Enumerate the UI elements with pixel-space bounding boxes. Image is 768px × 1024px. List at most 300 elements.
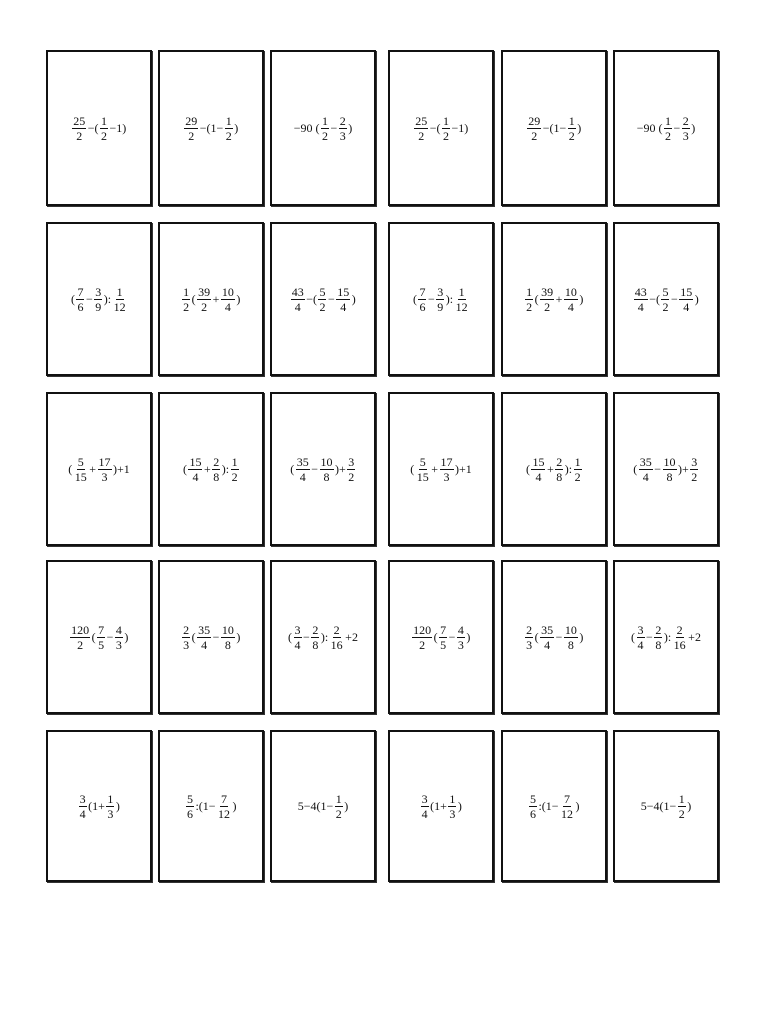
fraction-numerator: 3	[294, 622, 301, 637]
math-expression	[524, 624, 584, 651]
fraction-denominator: 2	[183, 299, 190, 314]
expression-text: )	[579, 630, 584, 644]
fraction-denominator: 2	[335, 806, 342, 821]
fraction-denominator: 3	[443, 469, 450, 484]
expression-text: ):	[663, 630, 672, 644]
expression-text: −(	[429, 121, 441, 135]
fraction	[100, 115, 108, 142]
expression-text: )	[348, 121, 353, 135]
fraction-denominator: 4	[421, 806, 428, 821]
expression-text: (1+	[430, 799, 447, 813]
fraction	[568, 115, 576, 142]
expression-text: 5−4(1−	[640, 799, 677, 813]
expression-text: (	[525, 462, 530, 476]
expression-text: +	[546, 462, 554, 476]
math-expression	[524, 286, 584, 313]
expression-text: +	[212, 292, 220, 306]
fraction-denominator: 8	[556, 469, 563, 484]
fraction	[217, 793, 231, 820]
math-expression	[78, 793, 121, 820]
expression-text: )+1	[455, 462, 472, 476]
fraction-numerator: 39	[198, 284, 211, 299]
fraction	[221, 286, 235, 313]
fraction	[225, 115, 233, 142]
fraction-denominator: 2	[77, 637, 84, 652]
fraction	[347, 456, 355, 483]
expression-text: (	[534, 630, 539, 644]
fraction-numerator: 2	[676, 622, 683, 637]
fraction	[106, 793, 114, 820]
fraction	[529, 793, 537, 820]
fraction-numerator: 3	[421, 791, 428, 806]
math-expression	[526, 115, 582, 142]
fraction-numerator: 1	[449, 791, 456, 806]
expression-text: )	[579, 292, 584, 306]
fraction	[412, 624, 432, 651]
expression-text: −	[670, 292, 678, 306]
expression-text: −	[311, 462, 318, 476]
expression-text: −(	[87, 121, 99, 135]
fraction	[188, 456, 202, 483]
fraction	[72, 115, 86, 142]
fraction-denominator: 4	[567, 299, 574, 314]
fraction	[115, 624, 123, 651]
fraction	[574, 456, 582, 483]
expression-text: −	[555, 630, 563, 644]
fraction-denominator: 3	[682, 128, 689, 143]
fraction	[661, 286, 669, 313]
fraction-denominator: 15	[416, 469, 429, 484]
fraction-denominator: 9	[95, 299, 102, 314]
expression-text: (	[633, 462, 638, 476]
fraction	[212, 456, 220, 483]
fraction-numerator: 29	[528, 113, 541, 128]
math-expression	[528, 793, 580, 820]
expression-text: (	[410, 462, 415, 476]
math-expression	[69, 624, 129, 651]
math-expression	[290, 286, 357, 313]
expression-text: +	[89, 462, 96, 476]
expression-text: )	[232, 799, 237, 813]
expression-card	[270, 222, 376, 376]
fraction-numerator: 1	[335, 791, 342, 806]
fraction-denominator: 9	[437, 299, 444, 314]
expression-text: :(1−	[538, 799, 559, 813]
fraction-numerator: 1	[116, 284, 123, 299]
math-expression	[636, 115, 696, 142]
math-expression	[288, 624, 359, 651]
expression-text: −(	[306, 292, 317, 306]
fraction-numerator: 2	[339, 113, 346, 128]
fraction-numerator: 2	[312, 622, 319, 637]
fraction-numerator: 3	[79, 791, 86, 806]
expression-text: −	[212, 630, 220, 644]
expression-card	[46, 222, 152, 376]
fraction	[682, 115, 690, 142]
fraction-numerator: 2	[655, 622, 662, 637]
expression-text: (	[70, 292, 75, 306]
expression-text: )+	[335, 462, 346, 476]
expression-text: ):	[221, 462, 230, 476]
fraction-denominator: 4	[340, 299, 347, 314]
expression-card	[270, 560, 376, 714]
fraction	[184, 115, 198, 142]
expression-text: (	[433, 630, 438, 644]
fraction-denominator: 12	[561, 806, 574, 821]
fraction-numerator: 2	[556, 454, 563, 469]
fraction-numerator: 15	[337, 284, 350, 299]
math-expression	[68, 456, 131, 483]
fraction-denominator: 8	[224, 637, 231, 652]
fraction-denominator: 2	[418, 128, 425, 143]
fraction	[634, 286, 648, 313]
expression-card	[501, 392, 607, 546]
math-expression	[181, 286, 241, 313]
fraction-numerator: 5	[77, 454, 84, 469]
fraction	[221, 624, 235, 651]
expression-text: )	[575, 799, 580, 813]
expression-text: +	[431, 462, 438, 476]
fraction-denominator: 2	[531, 128, 538, 143]
expression-text: )	[577, 121, 582, 135]
fraction-numerator: 5	[186, 791, 193, 806]
fraction	[318, 286, 326, 313]
math-expression	[413, 115, 469, 142]
fraction	[330, 624, 344, 651]
fraction-numerator: 120	[413, 622, 432, 637]
expression-card	[388, 392, 494, 546]
fraction-numerator: 15	[680, 284, 693, 299]
expression-card	[501, 560, 607, 714]
fraction-denominator: 5	[98, 637, 105, 652]
expression-text: −(	[649, 292, 660, 306]
expression-card	[613, 50, 719, 206]
expression-text: (1+	[88, 799, 105, 813]
fraction-numerator: 4	[115, 622, 122, 637]
expression-text: )	[457, 799, 462, 813]
fraction	[113, 286, 127, 313]
expression-text: )	[344, 799, 349, 813]
fraction-denominator: 16	[673, 637, 686, 652]
expression-text: )	[236, 292, 241, 306]
expression-card	[158, 560, 264, 714]
fraction-numerator: 7	[564, 791, 571, 806]
fraction-numerator: 39	[541, 284, 554, 299]
expression-text: ):	[103, 292, 112, 306]
math-expression	[183, 115, 239, 142]
fraction-numerator: 43	[291, 284, 304, 299]
expression-text: +2	[688, 630, 701, 644]
expression-text: )	[115, 799, 120, 813]
fraction	[455, 286, 469, 313]
fraction-denominator: 4	[637, 637, 644, 652]
math-expression	[297, 793, 349, 820]
fraction-numerator: 5	[319, 284, 326, 299]
fraction-denominator: 4	[79, 806, 86, 821]
fraction	[76, 286, 84, 313]
fraction-denominator: 2	[419, 637, 426, 652]
fraction-numerator: 25	[73, 113, 86, 128]
expression-text: −1)	[451, 121, 469, 135]
math-expression	[70, 286, 127, 313]
expression-text: +	[555, 292, 563, 306]
math-expression	[410, 456, 473, 483]
fraction	[336, 286, 350, 313]
fraction-denominator: 2	[568, 128, 575, 143]
fraction	[294, 624, 302, 651]
fraction-denominator: 8	[312, 637, 319, 652]
fraction	[291, 286, 305, 313]
expression-text: −	[303, 630, 310, 644]
fraction-denominator: 4	[224, 299, 231, 314]
expression-text: (	[534, 292, 539, 306]
math-expression	[525, 456, 582, 483]
expression-text: )+	[678, 462, 689, 476]
fraction	[197, 624, 211, 651]
fraction-denominator: 4	[535, 469, 542, 484]
fraction	[440, 456, 454, 483]
fraction-denominator: 2	[348, 469, 355, 484]
expression-text: −	[427, 292, 435, 306]
fraction	[637, 624, 645, 651]
fraction-denominator: 2	[443, 128, 449, 143]
expression-text: −	[646, 630, 653, 644]
expression-text: )	[691, 121, 696, 135]
expression-text: −	[448, 630, 456, 644]
expression-text: ):	[320, 630, 329, 644]
fraction-denominator: 2	[526, 299, 533, 314]
expression-card	[501, 730, 607, 882]
fraction	[94, 286, 102, 313]
expression-text: (	[191, 292, 196, 306]
fraction-numerator: 35	[198, 622, 211, 637]
fraction	[436, 286, 444, 313]
fraction	[231, 456, 239, 483]
fraction-numerator: 1	[568, 113, 575, 128]
fraction-numerator: 3	[691, 454, 698, 469]
fraction-denominator: 15	[74, 469, 87, 484]
fraction	[416, 456, 430, 483]
expression-card	[46, 392, 152, 546]
fraction-numerator: 1	[526, 284, 533, 299]
fraction	[560, 793, 574, 820]
expression-card	[270, 392, 376, 546]
fraction-denominator: 8	[567, 637, 574, 652]
fraction	[525, 286, 533, 313]
math-expression	[293, 115, 353, 142]
fraction-numerator: 120	[71, 622, 90, 637]
fraction-denominator: 8	[666, 469, 673, 484]
expression-card	[46, 560, 152, 714]
fraction-numerator: 25	[415, 113, 428, 128]
math-expression	[71, 115, 127, 142]
fraction-numerator: 2	[682, 113, 689, 128]
expression-text: )	[687, 799, 692, 813]
fraction-denominator: 3	[339, 128, 346, 143]
fraction	[418, 286, 426, 313]
fraction-numerator: 35	[541, 622, 554, 637]
fraction-denominator: 4	[192, 469, 199, 484]
fraction-denominator: 3	[115, 637, 122, 652]
fraction-denominator: 6	[529, 806, 536, 821]
expression-card	[46, 50, 152, 206]
expression-text: )	[236, 630, 241, 644]
math-expression	[633, 456, 700, 483]
expression-card	[46, 730, 152, 882]
fraction-denominator: 2	[76, 128, 83, 143]
expression-text: −(1−	[542, 121, 567, 135]
fraction-denominator: 2	[201, 299, 208, 314]
fraction	[296, 456, 310, 483]
fraction-denominator: 4	[683, 299, 690, 314]
fraction	[421, 793, 429, 820]
expression-text: −	[106, 630, 114, 644]
math-expression	[420, 793, 463, 820]
fraction	[79, 793, 87, 820]
fraction-denominator: 2	[319, 299, 326, 314]
fraction-denominator: 4	[642, 469, 649, 484]
fraction-denominator: 2	[188, 128, 195, 143]
expression-card	[270, 730, 376, 882]
fraction	[457, 624, 465, 651]
math-expression	[411, 624, 471, 651]
expression-card	[613, 222, 719, 376]
expression-text: ):	[445, 292, 454, 306]
fraction-denominator: 2	[574, 469, 581, 484]
fraction-numerator: 1	[107, 791, 114, 806]
fraction-numerator: 7	[440, 622, 447, 637]
fraction	[654, 624, 662, 651]
fraction-denominator: 2	[662, 299, 669, 314]
fraction	[564, 286, 578, 313]
fraction-denominator: 4	[544, 637, 551, 652]
math-expression	[640, 793, 692, 820]
fraction-denominator: 16	[330, 637, 343, 652]
expression-text: −1)	[109, 121, 127, 135]
fraction-numerator: 2	[213, 454, 220, 469]
fraction	[74, 456, 88, 483]
fraction-denominator: 8	[655, 637, 662, 652]
expression-text: (	[91, 630, 96, 644]
fraction-numerator: 7	[98, 622, 105, 637]
fraction	[679, 286, 693, 313]
fraction-denominator: 8	[213, 469, 220, 484]
expression-text: )	[124, 630, 129, 644]
fraction-numerator: 10	[663, 454, 676, 469]
fraction-numerator: 5	[419, 454, 426, 469]
fraction-numerator: 1	[183, 284, 190, 299]
fraction-numerator: 5	[529, 791, 536, 806]
fraction-denominator: 3	[101, 469, 108, 484]
fraction-denominator: 2	[225, 128, 232, 143]
expression-card	[158, 222, 264, 376]
expression-card	[388, 560, 494, 714]
fraction-numerator: 3	[437, 284, 444, 299]
fraction-numerator: 10	[564, 284, 577, 299]
expression-text: )+1	[113, 462, 130, 476]
fraction	[70, 624, 90, 651]
fraction-numerator: 2	[183, 622, 190, 637]
fraction	[527, 115, 541, 142]
expression-text: (	[290, 462, 295, 476]
fraction	[97, 624, 105, 651]
math-expression	[633, 286, 700, 313]
fraction	[182, 286, 190, 313]
fraction-denominator: 3	[449, 806, 456, 821]
fraction-numerator: 10	[564, 622, 577, 637]
expression-text: ):	[564, 462, 573, 476]
expression-text: +	[203, 462, 211, 476]
fraction-numerator: 7	[77, 284, 84, 299]
fraction-denominator: 5	[440, 637, 447, 652]
fraction	[197, 286, 211, 313]
fraction-numerator: 2	[333, 622, 340, 637]
fraction-denominator: 2	[691, 469, 698, 484]
fraction	[439, 624, 447, 651]
fraction-numerator: 2	[526, 622, 533, 637]
expression-text: )	[234, 121, 239, 135]
fraction-numerator: 1	[443, 113, 449, 128]
expression-card	[388, 50, 494, 206]
fraction	[540, 624, 554, 651]
expression-text: −90 (	[293, 121, 320, 135]
expression-text: )	[694, 292, 699, 306]
fraction-denominator: 12	[218, 806, 231, 821]
math-expression	[185, 793, 237, 820]
expression-card	[501, 222, 607, 376]
fraction-denominator: 2	[231, 469, 238, 484]
fraction-numerator: 5	[662, 284, 669, 299]
fraction-numerator: 1	[321, 113, 328, 128]
expression-card	[501, 50, 607, 206]
fraction	[442, 115, 450, 142]
expression-card	[270, 50, 376, 206]
fraction-numerator: 10	[320, 454, 333, 469]
fraction	[182, 624, 190, 651]
fraction-numerator: 17	[98, 454, 111, 469]
fraction	[678, 793, 686, 820]
fraction	[448, 793, 456, 820]
fraction	[555, 456, 563, 483]
math-expression	[182, 456, 239, 483]
fraction	[540, 286, 554, 313]
fraction-numerator: 1	[458, 284, 465, 299]
expression-text: )	[351, 292, 356, 306]
fraction-denominator: 12	[113, 299, 126, 314]
expression-text: −	[654, 462, 661, 476]
fraction-numerator: 29	[185, 113, 198, 128]
fraction-numerator: 3	[95, 284, 102, 299]
fraction-denominator: 6	[77, 299, 84, 314]
fraction-numerator: 3	[348, 454, 355, 469]
fraction-denominator: 3	[526, 637, 533, 652]
fraction-numerator: 1	[101, 113, 107, 128]
expression-text: (	[288, 630, 293, 644]
expression-text: 5−4(1−	[297, 799, 334, 813]
expression-card	[388, 222, 494, 376]
fraction	[98, 456, 112, 483]
expression-text: (	[631, 630, 636, 644]
fraction	[525, 624, 533, 651]
fraction-denominator: 2	[664, 128, 671, 143]
fraction-denominator: 8	[323, 469, 330, 484]
expression-text: −	[85, 292, 93, 306]
fraction	[311, 624, 319, 651]
expression-text: :(1−	[195, 799, 216, 813]
math-expression	[181, 624, 241, 651]
fraction-numerator: 10	[221, 622, 234, 637]
fraction-denominator: 3	[107, 806, 114, 821]
